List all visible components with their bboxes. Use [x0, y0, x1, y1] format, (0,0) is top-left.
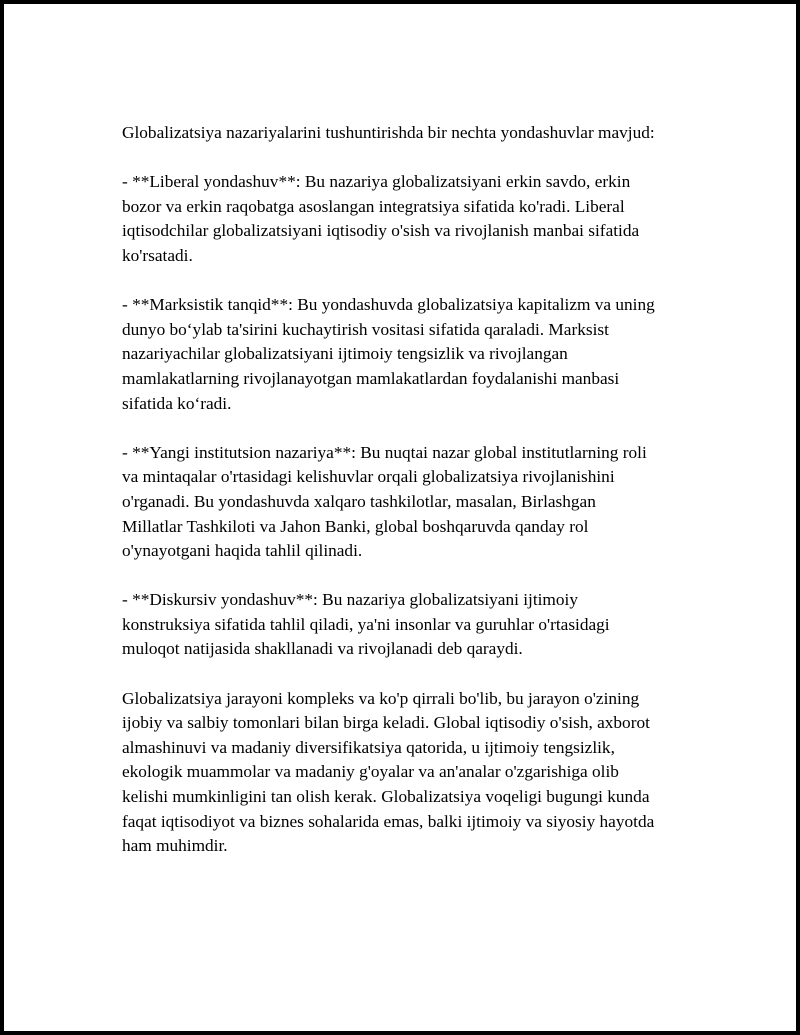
text-line: iqtisodchilar globalizatsiyani iqtisodiy o'sish va rivojlanish manbai sifatida — [122, 221, 640, 241]
text-line: Millatlar Tashkiloti va Jahon Banki, global boshqaruvda qanday rol — [122, 516, 589, 536]
discursive-approach-paragraph — [122, 588, 692, 662]
liberal-approach-paragraph — [122, 170, 692, 268]
marxist-critique-paragraph — [122, 293, 692, 416]
text-line: ko'rsatadi. — [122, 245, 193, 265]
text-line: Globalizatsiya jarayoni kompleks va ko'p qirrali bo'lib, bu jarayon o'zining — [122, 688, 640, 708]
text-line: kelishi mumkinligini tan olish kerak. Globalizatsiya voqeligi bugungi kunda — [122, 787, 650, 807]
text-line: almashinuvi va madaniy diversifikatsiya qatorida, u ijtimoiy tengsizlik, — [122, 737, 615, 757]
institutional-theory-paragraph — [122, 441, 692, 564]
document-body — [122, 121, 692, 859]
conclusion-paragraph — [122, 687, 692, 859]
text-line: mamlakatlarning rivojlanayotgan mamlakatlardan foydalanishi manbasi — [122, 368, 620, 388]
text-line: - **Marksistik tanqid**: Bu yondashuvda globalizatsiya kapitalizm va uning — [122, 295, 655, 315]
text-line: sifatida ko‘radi. — [122, 393, 232, 413]
text-line: faqat iqtisodiyot va biznes sohalarida emas, balki ijtimoiy va siyosiy hayotda — [122, 811, 655, 831]
intro-paragraph — [122, 121, 692, 146]
text-line: va mintaqalar o'rtasidagi kelishuvlar orqali globalizatsiya rivojlanishini — [122, 467, 615, 487]
text-line: nazariyachilar globalizatsiyani ijtimoiy tengsizlik va rivojlangan — [122, 344, 568, 364]
text-line: dunyo bo‘ylab ta'sirini kuchaytirish vositasi sifatida qaraladi. Marksist — [122, 319, 609, 339]
text-line: ekologik muammolar va madaniy g'oyalar va an'analar o'zgarishiga olib — [122, 762, 619, 782]
text-line: ijobiy va salbiy tomonlari bilan birga keladi. Global iqtisodiy o'sish, axborot — [122, 713, 650, 733]
text-line: bozor va erkin raqobatga asoslangan integratsiya sifatida ko'radi. Liberal — [122, 196, 625, 216]
text-line: o'ynayotgani haqida tahlil qilinadi. — [122, 541, 363, 561]
text-line: - **Liberal yondashuv**: Bu nazariya globalizatsiyani erkin savdo, erkin — [122, 172, 631, 192]
text-line: ham muhimdir. — [122, 836, 228, 856]
text-line: Globalizatsiya nazariyalarini tushuntirishda bir nechta yondashuvlar mavjud: — [122, 123, 655, 142]
text-line: - **Diskursiv yondashuv**: Bu nazariya globalizatsiyani ijtimoiy — [122, 590, 578, 610]
text-line: o'rganadi. Bu yondashuvda xalqaro tashkilotlar, masalan, Birlashgan — [122, 491, 596, 511]
text-line: konstruksiya sifatida tahlil qiladi, ya'ni insonlar va guruhlar o'rtasidagi — [122, 614, 610, 634]
text-line: muloqot natijasida shakllanadi va rivojlanadi deb qaraydi. — [122, 639, 523, 659]
text-line: - **Yangi institutsion nazariya**: Bu nuqtai nazar global institutlarning roli — [122, 442, 647, 462]
